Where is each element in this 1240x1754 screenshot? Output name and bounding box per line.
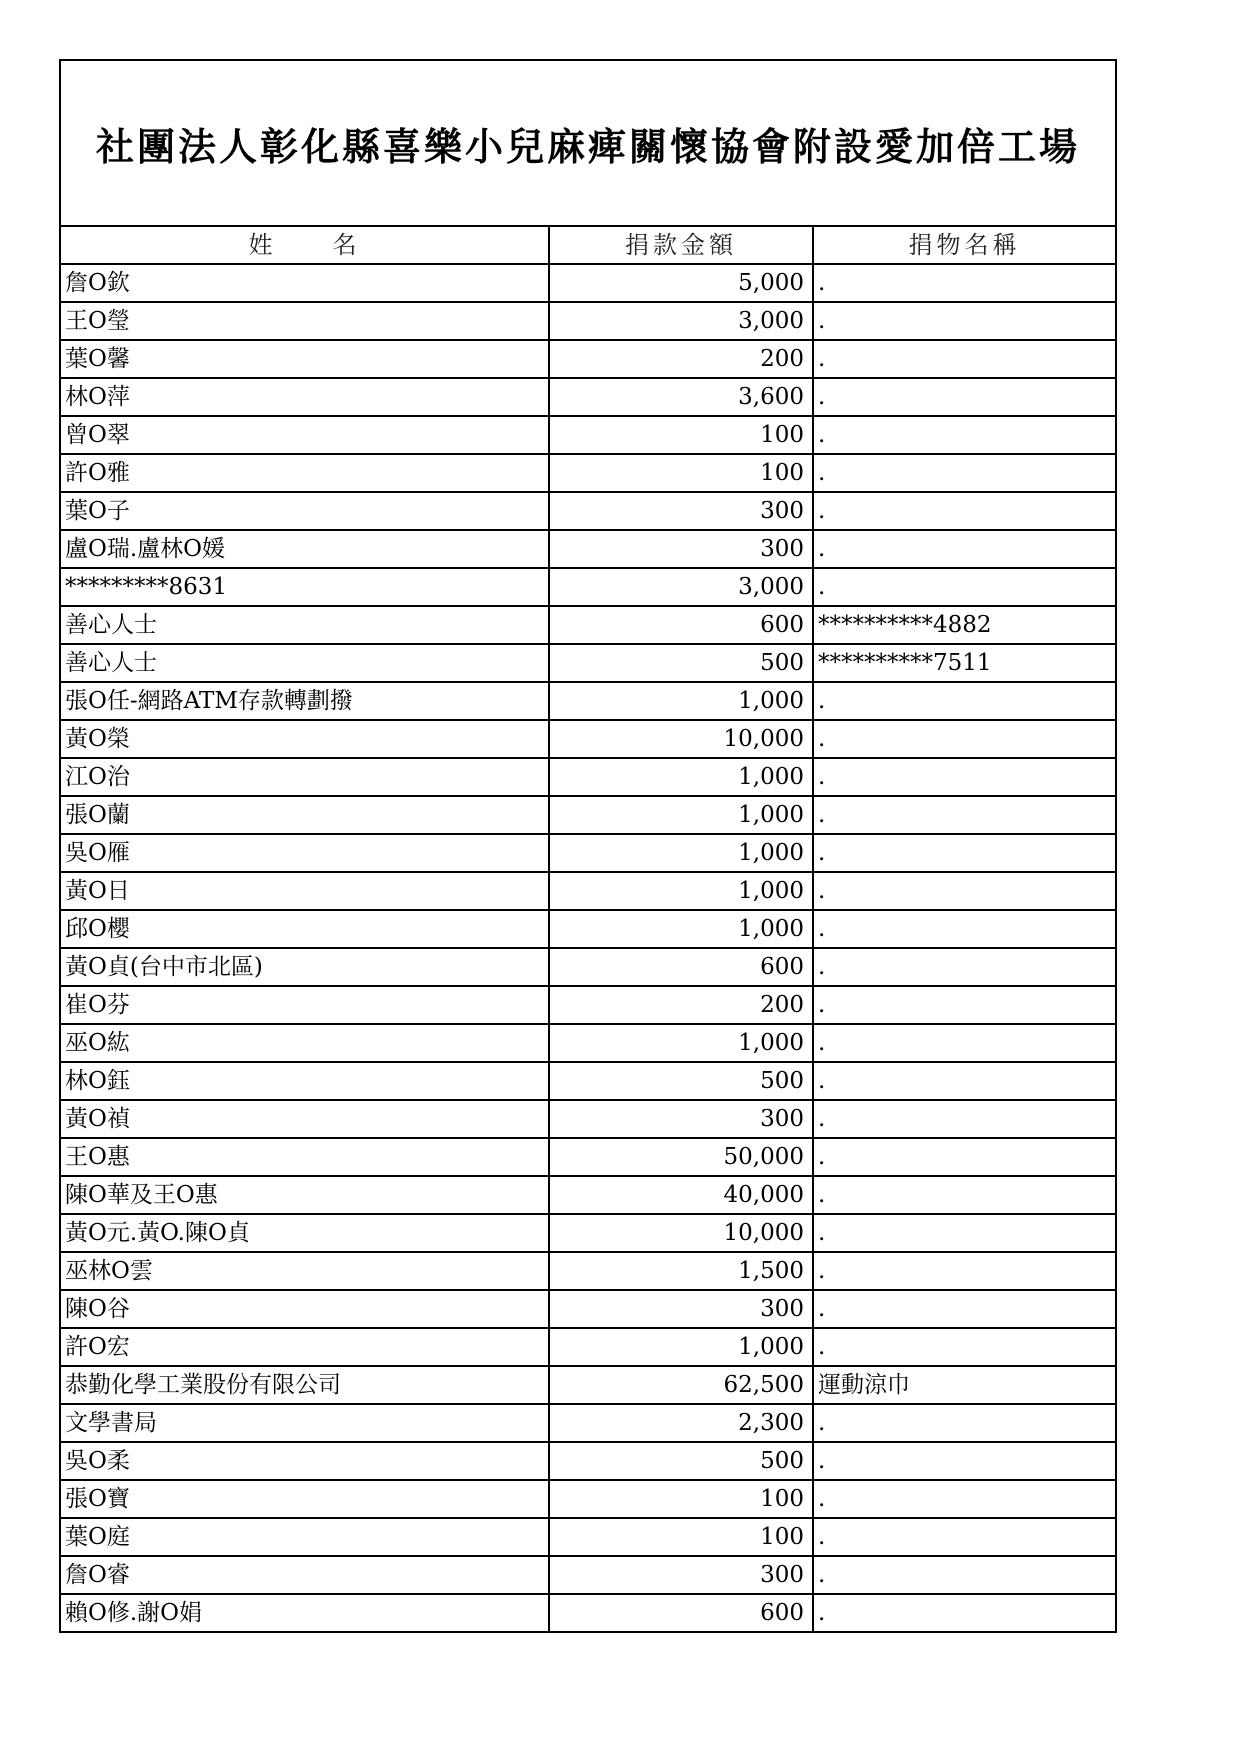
donated-item-cell: . [813,1214,1115,1252]
donor-name-cell: 張O蘭 [61,796,549,834]
donor-name-cell: 王O瑩 [61,302,549,340]
donor-name-cell: 許O宏 [61,1328,549,1366]
table-row [61,1594,1115,1631]
header-item: 捐物名稱 [813,227,1115,264]
donor-name-cell: 吳O柔 [61,1442,549,1480]
donated-item-cell: . [813,1100,1115,1138]
table-body [61,264,1115,1631]
donated-item-cell: . [813,986,1115,1024]
donation-amount-cell: 300 [549,1100,813,1138]
donor-name-cell: 巫林O雲 [61,1252,549,1290]
table-row [61,492,1115,530]
table-row [61,1328,1115,1366]
donated-item-cell: . [813,1024,1115,1062]
donation-amount-cell: 200 [549,986,813,1024]
donated-item-cell: . [813,910,1115,948]
donor-name-cell: 張O任-網路ATM存款轉劃撥 [61,682,549,720]
donor-name-cell: 文學書局 [61,1404,549,1442]
donated-item-cell: . [813,454,1115,492]
donor-name-cell: 黃O元.黃O.陳O貞 [61,1214,549,1252]
donation-amount-cell: 3,000 [549,568,813,606]
donor-name-cell: 葉O庭 [61,1518,549,1556]
table-row [61,378,1115,416]
donation-amount-cell: 500 [549,1442,813,1480]
table-row [61,644,1115,682]
donated-item-cell: . [813,1138,1115,1176]
table-row [61,1062,1115,1100]
table-row [61,872,1115,910]
table-row [61,1518,1115,1556]
donation-amount-cell: 1,000 [549,1328,813,1366]
donation-amount-cell: 100 [549,1480,813,1518]
donor-name-cell: 盧O瑞.盧林O媛 [61,530,549,568]
donation-amount-cell: 1,000 [549,1024,813,1062]
donation-amount-cell: 300 [549,492,813,530]
table-row [61,758,1115,796]
donated-item-cell: 運動涼巾 [813,1366,1115,1404]
donation-amount-cell: 600 [549,606,813,644]
donor-name-cell: 詹O欽 [61,264,549,302]
donated-item-cell: . [813,1442,1115,1480]
donation-amount-cell: 1,000 [549,872,813,910]
donation-amount-cell: 3,600 [549,378,813,416]
table-row [61,1176,1115,1214]
table-row [61,948,1115,986]
table-row [61,682,1115,720]
table-row [61,720,1115,758]
table-row [61,1290,1115,1328]
donated-item-cell: . [813,720,1115,758]
donor-name-cell: 吳O雁 [61,834,549,872]
table-row [61,454,1115,492]
donor-name-cell: 善心人士 [61,606,549,644]
donated-item-cell: **********7511 [813,644,1115,682]
donated-item-cell: . [813,1062,1115,1100]
page-title: 社團法人彰化縣喜樂小兒麻痺關懷協會附設愛加倍工場 [95,123,1080,169]
table-header-row [61,227,1115,264]
donor-name-cell: 張O寶 [61,1480,549,1518]
donation-amount-cell: 300 [549,1556,813,1594]
header-amount: 捐款金額 [549,227,813,264]
donor-name-cell: 善心人士 [61,644,549,682]
donor-name-cell: 陳O谷 [61,1290,549,1328]
donated-item-cell: . [813,492,1115,530]
donation-amount-cell: 100 [549,454,813,492]
table-row [61,1252,1115,1290]
donation-amount-cell: 10,000 [549,720,813,758]
table-row [61,568,1115,606]
donated-item-cell: . [813,1328,1115,1366]
donated-item-cell: . [813,340,1115,378]
donor-name-cell: 黃O禎 [61,1100,549,1138]
donated-item-cell: **********4882 [813,606,1115,644]
donor-name-cell: 恭勤化學工業股份有限公司 [61,1366,549,1404]
donated-item-cell: . [813,948,1115,986]
donor-name-cell: 林O鈺 [61,1062,549,1100]
table-row [61,1480,1115,1518]
donation-amount-cell: 1,000 [549,796,813,834]
donated-item-cell: . [813,796,1115,834]
donation-amount-cell: 100 [549,1518,813,1556]
donation-sheet [59,59,1117,1633]
donated-item-cell: . [813,568,1115,606]
donated-item-cell: . [813,1252,1115,1290]
donated-item-cell: . [813,1290,1115,1328]
donation-amount-cell: 500 [549,644,813,682]
donor-name-cell: 江O治 [61,758,549,796]
donor-name-cell: 林O萍 [61,378,549,416]
donor-name-cell: 曾O翠 [61,416,549,454]
table-row [61,796,1115,834]
donor-name-cell: 崔O芬 [61,986,549,1024]
donor-name-cell: *********8631 [61,568,549,606]
table-row [61,606,1115,644]
table-row [61,1138,1115,1176]
donor-name-cell: 賴O修.謝O娟 [61,1594,549,1631]
donor-name-cell: 黃O日 [61,872,549,910]
donated-item-cell: . [813,1518,1115,1556]
donation-amount-cell: 300 [549,530,813,568]
table-row [61,1404,1115,1442]
donation-amount-cell: 2,300 [549,1404,813,1442]
table-row [61,416,1115,454]
donation-amount-cell: 5,000 [549,264,813,302]
donor-name-cell: 詹O睿 [61,1556,549,1594]
donation-table [61,227,1115,1631]
donated-item-cell: . [813,1404,1115,1442]
table-row [61,910,1115,948]
donation-amount-cell: 600 [549,1594,813,1631]
donated-item-cell: . [813,758,1115,796]
donation-amount-cell: 62,500 [549,1366,813,1404]
table-row [61,1024,1115,1062]
donation-amount-cell: 40,000 [549,1176,813,1214]
table-row [61,340,1115,378]
donation-amount-cell: 300 [549,1290,813,1328]
table-row [61,1556,1115,1594]
donor-name-cell: 巫O紘 [61,1024,549,1062]
donation-amount-cell: 1,000 [549,758,813,796]
title-box [61,61,1115,227]
donated-item-cell: . [813,378,1115,416]
donor-name-cell: 王O惠 [61,1138,549,1176]
table-row [61,264,1115,302]
donated-item-cell: . [813,302,1115,340]
donated-item-cell: . [813,834,1115,872]
donor-name-cell: 黃O貞(台中市北區) [61,948,549,986]
table-row [61,302,1115,340]
donor-name-cell: 葉O馨 [61,340,549,378]
donation-amount-cell: 10,000 [549,1214,813,1252]
table-row [61,1100,1115,1138]
header-name: 姓 名 [61,227,549,264]
donated-item-cell: . [813,682,1115,720]
donated-item-cell: . [813,264,1115,302]
donation-amount-cell: 1,000 [549,834,813,872]
donated-item-cell: . [813,1594,1115,1631]
donor-name-cell: 黃O榮 [61,720,549,758]
donor-name-cell: 葉O子 [61,492,549,530]
donation-amount-cell: 1,000 [549,682,813,720]
donation-amount-cell: 1,500 [549,1252,813,1290]
donor-name-cell: 陳O華及王O惠 [61,1176,549,1214]
donation-amount-cell: 600 [549,948,813,986]
donor-name-cell: 許O雅 [61,454,549,492]
donor-name-cell: 邱O櫻 [61,910,549,948]
table-row [61,530,1115,568]
table-row [61,986,1115,1024]
donation-amount-cell: 500 [549,1062,813,1100]
table-row [61,1214,1115,1252]
donation-amount-cell: 3,000 [549,302,813,340]
table-row [61,1366,1115,1404]
donated-item-cell: . [813,872,1115,910]
donation-amount-cell: 200 [549,340,813,378]
donation-amount-cell: 100 [549,416,813,454]
donated-item-cell: . [813,1480,1115,1518]
donated-item-cell: . [813,1556,1115,1594]
donated-item-cell: . [813,416,1115,454]
donated-item-cell: . [813,530,1115,568]
table-row [61,1442,1115,1480]
donation-amount-cell: 1,000 [549,910,813,948]
donation-amount-cell: 50,000 [549,1138,813,1176]
donated-item-cell: . [813,1176,1115,1214]
table-row [61,834,1115,872]
